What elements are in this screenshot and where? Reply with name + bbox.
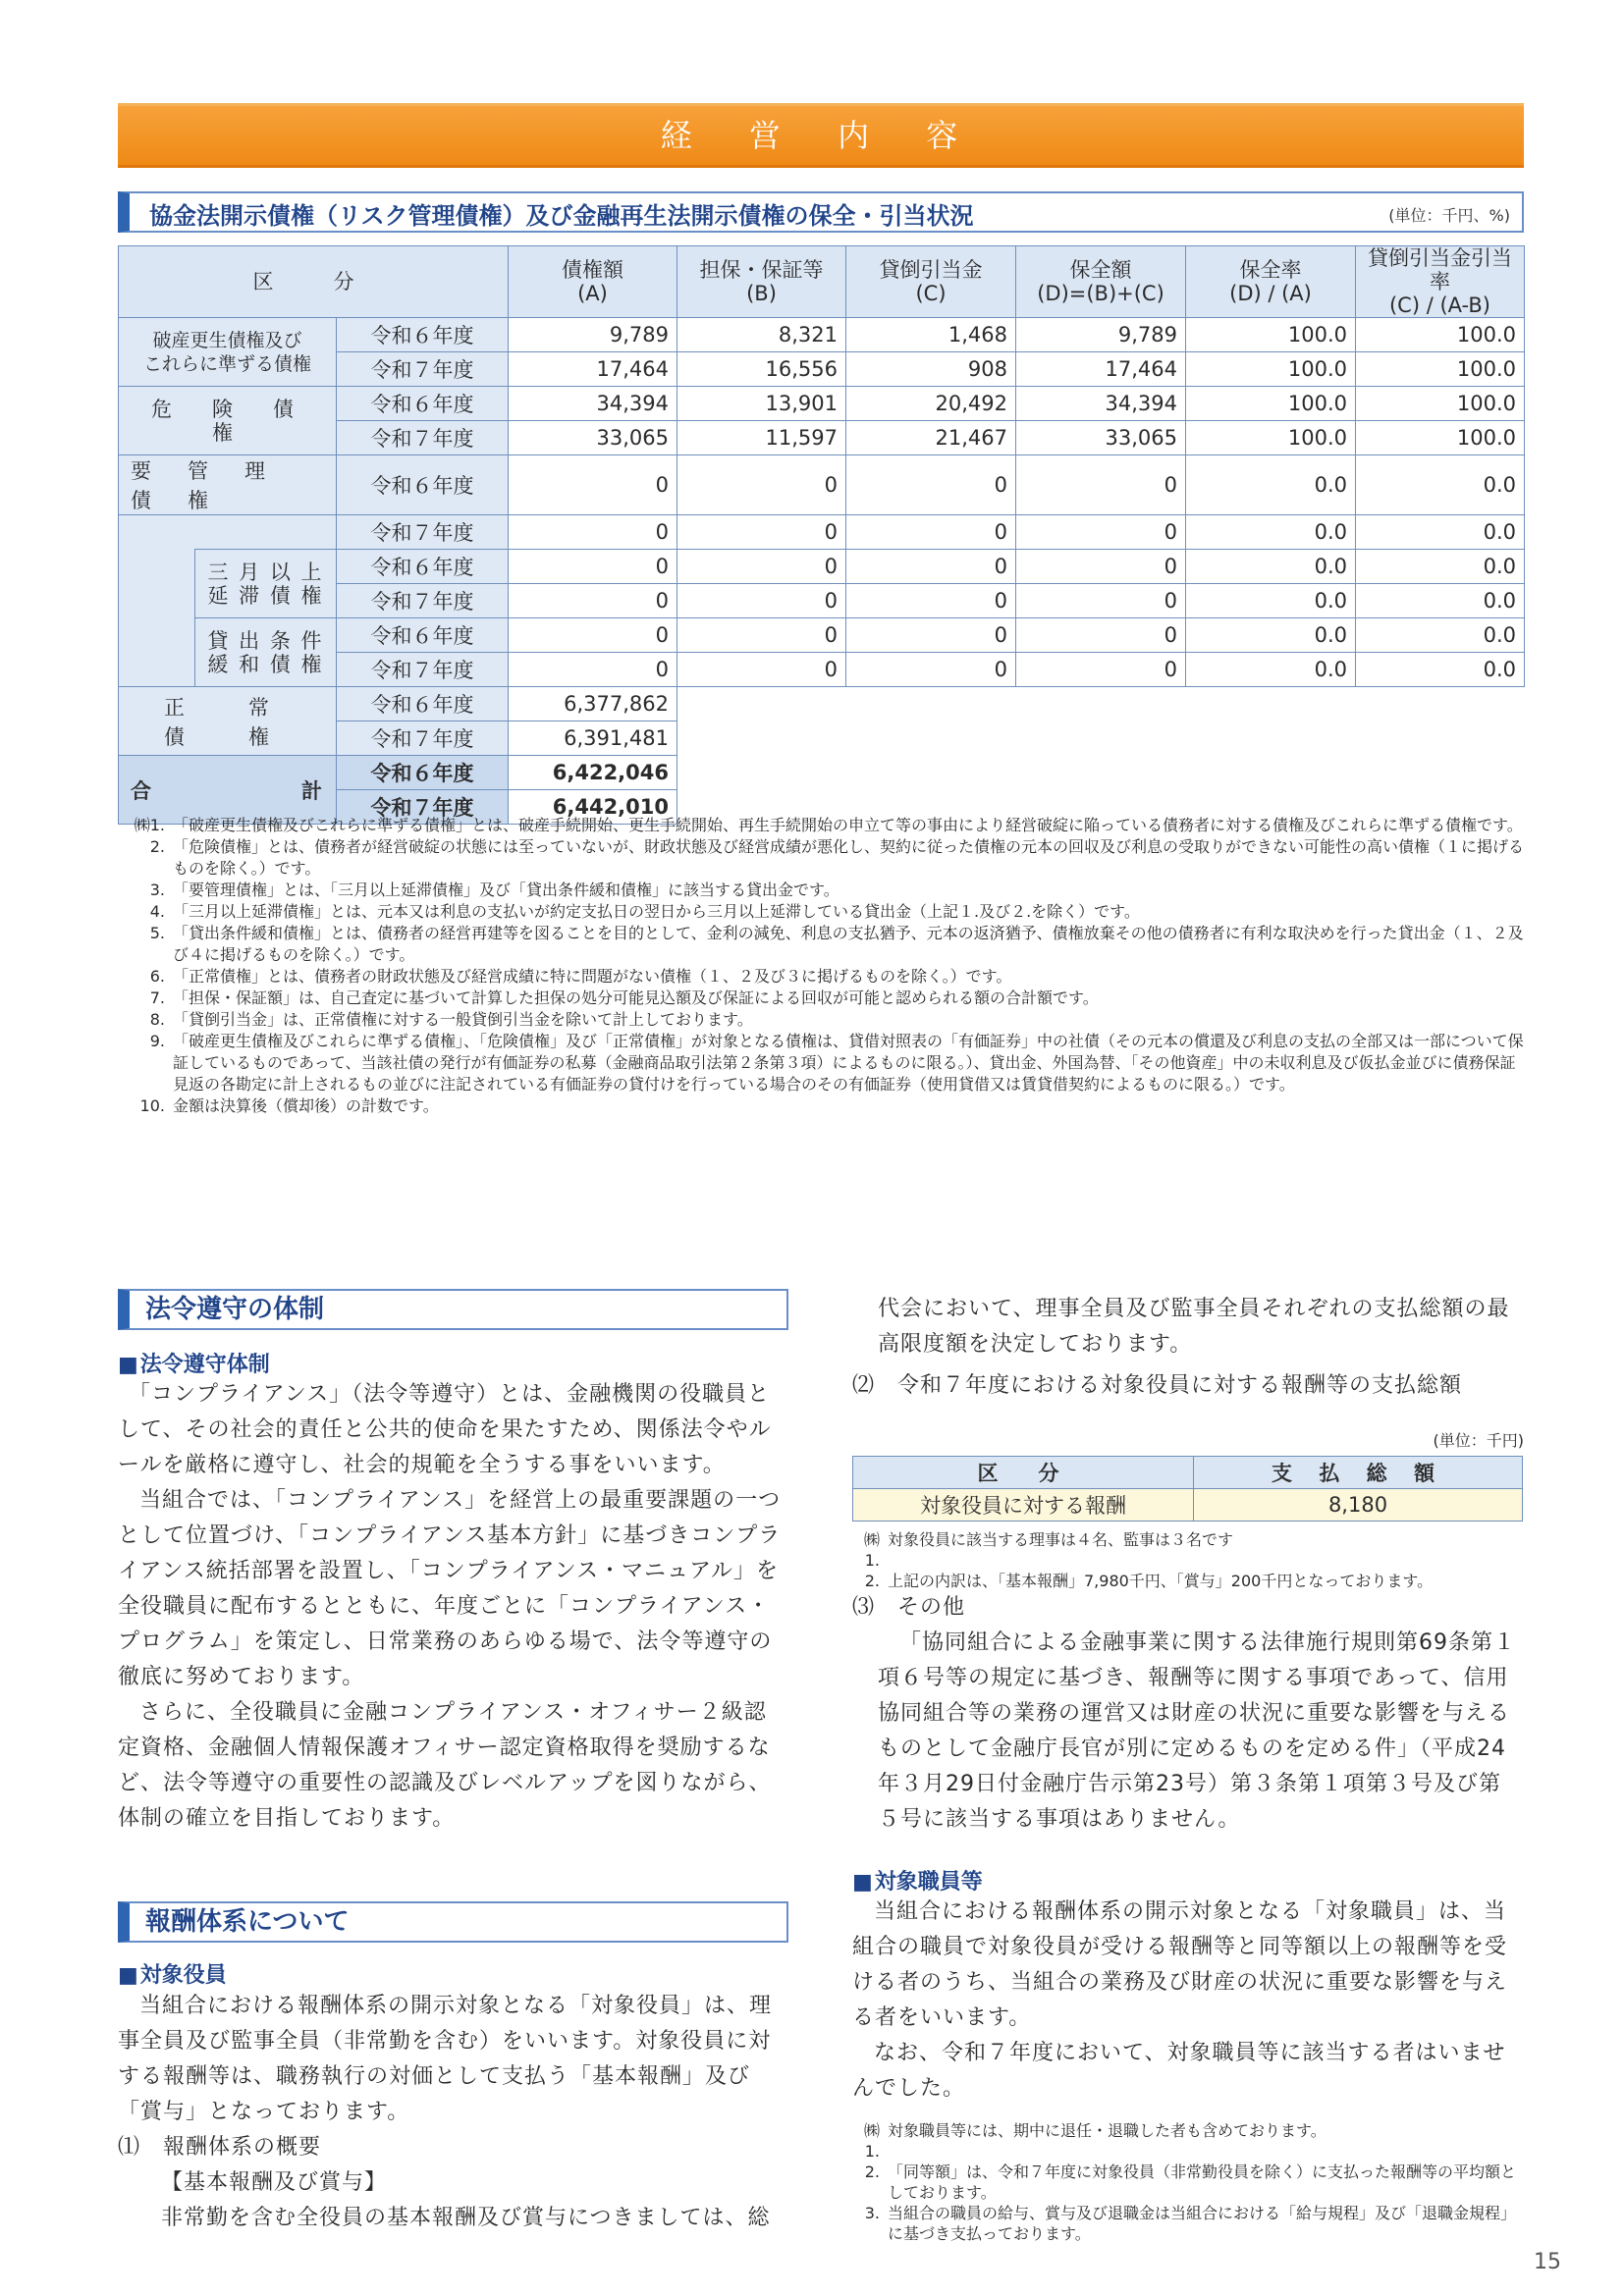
table-cell: 0 <box>509 550 677 584</box>
right-body-top <box>852 1292 1523 1404</box>
note-number: 8. <box>149 1010 165 1029</box>
pay-notes <box>852 1529 1523 1591</box>
header-cell <box>509 246 677 318</box>
header-text: 貸倒引当金 (C) <box>879 258 983 305</box>
staff-subheading: ■ 対象職員等 <box>852 1865 983 1896</box>
note-number: 4. <box>149 902 165 921</box>
note-number: 5. <box>149 924 165 942</box>
header-cell <box>1356 246 1525 318</box>
note-item <box>118 880 1524 901</box>
subcategory-cell: 貸 出 条 件 緩 和 債 権 <box>195 618 337 687</box>
table-row <box>119 515 1525 550</box>
note-number: 9. <box>149 1032 165 1050</box>
empty-cell <box>677 687 1525 721</box>
note-text: 「三月以上延滞債権」とは、元本又は利息の支払いが約定支払日の翌日から三月以上延滞している貸出金（上記１.及び２.を除く）です。 <box>173 902 1140 921</box>
note-item <box>118 966 1524 988</box>
note-number: 2. <box>864 2163 880 2181</box>
paragraph: 当組合では、「コンプライアンス」を経営上の最重要課題の一つとして位置づけ、「コンプライアンス基本方針」に基づきコンプライアンス統括部署を設置し、「コンプライアンス・マニュアル」を全役職員に配布するとともに、年度ごとに「コンプライアンス・プログラム」を策定し、日常業務のあらゆる場で、法令等遵守の徹底に努めております。 <box>118 1488 782 1689</box>
table-cell: 0.0 <box>1356 618 1525 653</box>
staff-body <box>852 1895 1523 2107</box>
table-cell: 9,789 <box>509 318 677 352</box>
unit-label: (単位：千円、%) <box>1388 206 1510 225</box>
section-title-text: 協金法開示債権（リスク管理債権）及び金融再生法開示債権の保全・引当状況 <box>149 202 974 230</box>
table-cell: 0.0 <box>1186 550 1356 584</box>
table-cell: 11,597 <box>677 421 846 455</box>
note-item <box>852 1529 1523 1571</box>
table-cell: 100.0 <box>1356 387 1525 421</box>
table-row <box>119 756 1525 790</box>
category-cell <box>119 618 195 687</box>
table-notes <box>118 815 1524 1117</box>
table-cell: 34,394 <box>509 387 677 421</box>
table-cell: 0 <box>1016 455 1186 515</box>
compliance-body <box>118 1377 788 1837</box>
note-text: 対象職員等には、期中に退任・退職した者も含めております。 <box>888 2121 1326 2140</box>
note-text: 「担保・保証額」は、自己査定に基づいて計算した担保の処分可能見込額及び保証による回収が可能と認められる額の合計額です。 <box>173 988 1099 1007</box>
table-cell: 0.0 <box>1186 618 1356 653</box>
note-text: 金額は決算後（償却後）の計数です。 <box>173 1096 439 1115</box>
note-item <box>118 923 1524 966</box>
pay-system-heading: 報酬体系について <box>118 1901 788 1943</box>
note-item <box>852 2203 1523 2244</box>
pay-unit-label: (単位：千円) <box>1433 1431 1524 1450</box>
note-item <box>118 1095 1524 1117</box>
note-number: 2. <box>149 837 165 856</box>
table-cell: 0.0 <box>1186 515 1356 550</box>
table-cell: 6,442,010 <box>509 790 677 825</box>
table-cell: 8,180 <box>1194 1489 1523 1522</box>
table-cell: 6,422,046 <box>509 756 677 790</box>
paragraph: 非常勤を含む全役員の基本報酬及び賞与につきましては、総 <box>161 2206 771 2230</box>
note-text: 「貸倒引当金」は、正常債権に対する一般貸倒引当金を除いて計上しております。 <box>173 1010 753 1029</box>
table-cell: 0 <box>846 653 1016 687</box>
total-label-cell <box>119 756 337 825</box>
subcategory-cell: 三 月 以 上 延 滞 債 権 <box>195 550 337 618</box>
header-text: 債権額 (A) <box>562 258 623 305</box>
table-cell: 0 <box>677 653 846 687</box>
claims-table <box>118 245 1525 825</box>
table-cell: 0.0 <box>1356 550 1525 584</box>
note-text: 対象役員に該当する理事は４名、監事は３名です <box>888 1530 1234 1549</box>
pay-table <box>852 1456 1523 1522</box>
paragraph: 当組合における報酬体系の開示対象となる「対象役員」は、理事全員及び監事全員（非常勤を含む）をいいます。対象役員に対する報酬等は、職務執行の対価として支払う「基本報酬」及び「賞与」となっております。 <box>118 1994 773 2124</box>
note-text: 「正常債権」とは、債務者の財政状態及び経営成績に特に問題がない債権（１、２及び３に掲げるものを除く。）です。 <box>173 967 1012 986</box>
table-cell: 支 払 総 額 <box>1194 1457 1523 1489</box>
category-cell <box>195 515 337 550</box>
category-cell: 破産更生債権及び これらに準ずる債権 <box>119 318 337 387</box>
table-cell: 0 <box>846 455 1016 515</box>
table-cell: 0.0 <box>1186 584 1356 618</box>
year-cell: 令和７年度 <box>337 721 509 756</box>
table-cell: 0 <box>846 584 1016 618</box>
table-cell: 100.0 <box>1186 387 1356 421</box>
header-cell <box>677 246 846 318</box>
year-cell: 令和６年度 <box>337 455 509 515</box>
year-cell: 令和６年度 <box>337 756 509 790</box>
table-cell: 100.0 <box>1356 352 1525 387</box>
table-cell: 0 <box>509 455 677 515</box>
table-cell: 0 <box>677 550 846 584</box>
year-cell: 令和７年度 <box>337 352 509 387</box>
table-cell: 0 <box>1016 653 1186 687</box>
table-cell: 0.0 <box>1186 455 1356 515</box>
year-cell: 令和６年度 <box>337 550 509 584</box>
note-number: ㈱1. <box>134 816 165 834</box>
table-cell: 0 <box>1016 515 1186 550</box>
table-cell: 0 <box>1016 550 1186 584</box>
list-item: 【基本報酬及び賞与】 <box>161 2170 388 2195</box>
paragraph: 代会において、理事全員及び監事全員それぞれの支払総額の最高限度額を決定しております。 <box>878 1297 1510 1357</box>
table-cell: 0 <box>677 515 846 550</box>
table-cell: 0 <box>509 584 677 618</box>
note-number: 3. <box>864 2204 880 2222</box>
header-cell <box>1186 246 1356 318</box>
table-cell: 9,789 <box>1016 318 1186 352</box>
header-text: 貸倒引当金引当率 (C) / (A-B) <box>1368 246 1512 317</box>
table-cell: 100.0 <box>1356 421 1525 455</box>
note-text: 「貸出条件緩和債権」とは、債務者の経営再建等を図ることを目的として、金利の減免、利息の支払猶予、元本の返済猶予、債権放棄その他の債務者に有利な取決めを行った貸出金（１、２及び４に掲げるものを除く。）です。 <box>173 924 1524 964</box>
compliance-heading: 法令遵守の体制 <box>118 1289 788 1330</box>
table-cell: 33,065 <box>509 421 677 455</box>
paragraph: 当組合における報酬体系の開示対象となる「対象職員」は、当組合の職員で対象役員が受ける報酬等と同等額以上の報酬等を受ける者のうち、当組合の業務及び財産の状況に重要な影響を与える者をいいます。 <box>852 1899 1508 2030</box>
table-cell: 100.0 <box>1186 421 1356 455</box>
table-cell: 100.0 <box>1356 318 1525 352</box>
table-cell: 21,467 <box>846 421 1016 455</box>
paragraph: さらに、全役職員に金融コンプライアンス・オフィサー２級認定資格、金融個人情報保護オフィサー認定資格取得を奨励するなど、法令等遵守の重要性の認識及びレベルアップを図りながら、体制の確立を目指しております。 <box>118 1700 772 1831</box>
header-cell: 区 分 <box>119 246 509 318</box>
note-item <box>118 836 1524 880</box>
table-cell: 6,377,862 <box>509 687 677 721</box>
header-text: 保全額 (D)=(B)+(C) <box>1037 258 1164 305</box>
table-cell: 20,492 <box>846 387 1016 421</box>
table-cell: 0 <box>846 618 1016 653</box>
table-cell: 0 <box>1016 584 1186 618</box>
table-cell: 13,901 <box>677 387 846 421</box>
note-number: 7. <box>149 988 165 1007</box>
list-item: ⑵ 令和７年度における対象役員に対する報酬等の支払総額 <box>852 1373 1463 1398</box>
table-cell: 0 <box>846 550 1016 584</box>
year-cell: 令和７年度 <box>337 653 509 687</box>
header-cell <box>1016 246 1186 318</box>
year-cell: 令和７年度 <box>337 790 509 825</box>
page-banner: 経 営 内 容 <box>118 103 1524 168</box>
table-cell: 8,321 <box>677 318 846 352</box>
note-number: ㈱1. <box>863 2121 880 2161</box>
category-cell <box>119 550 195 618</box>
paragraph: 「コンプライアンス」（法令等遵守）とは、金融機関の役職員として、その社会的責任と公共的使命を果たすため、関係法令やルールを厳格に遵守し、社会的規範を全うする事をいいます。 <box>118 1382 772 1477</box>
category-cell: 危 険 債 権 <box>119 387 337 455</box>
note-text: 「同等額」は、令和７年度に対象役員（非常勤役員を除く）に支払った報酬等の平均額としております。 <box>888 2163 1517 2202</box>
note-number: 3. <box>149 881 165 899</box>
table-cell: 0 <box>509 515 677 550</box>
table-row <box>853 1489 1523 1522</box>
category-cell: 要 管 理 債 権 <box>119 455 337 515</box>
note-item <box>852 2120 1523 2162</box>
compliance-subheading: ■ 法令遵守体制 <box>118 1348 270 1378</box>
table-header-row <box>119 246 1525 318</box>
table-row <box>119 318 1525 352</box>
empty-cell <box>677 721 1525 756</box>
staff-notes <box>852 2120 1523 2244</box>
table-cell: 33,065 <box>1016 421 1186 455</box>
category-cell <box>119 515 195 550</box>
note-item <box>118 901 1524 923</box>
table-row <box>119 455 1525 515</box>
table-row <box>119 687 1525 721</box>
table-cell: 0.0 <box>1356 584 1525 618</box>
category-cell: 正 常 債 権 <box>119 687 337 756</box>
officers-body <box>118 1989 788 2236</box>
note-item <box>118 1009 1524 1031</box>
table-cell: 1,468 <box>846 318 1016 352</box>
table-cell: 0 <box>509 653 677 687</box>
empty-cell <box>677 756 1525 790</box>
table-cell: 908 <box>846 352 1016 387</box>
table-cell: 100.0 <box>1186 352 1356 387</box>
table-row <box>119 618 1525 653</box>
note-item <box>852 1571 1523 1591</box>
table-row <box>853 1457 1523 1489</box>
table-cell: 区 分 <box>853 1457 1194 1489</box>
list-item: ⑴ 報酬体系の概要 <box>118 2135 322 2160</box>
note-text: 「要管理債権」とは、「三月以上延滞債権」及び「貸出条件緩和債権」に該当する貸出金です。 <box>173 881 839 899</box>
other-body <box>852 1590 1523 1838</box>
header-cell <box>846 246 1016 318</box>
table-cell: 0 <box>509 618 677 653</box>
note-number: ㈱1. <box>863 1530 880 1570</box>
table-cell: 100.0 <box>1186 318 1356 352</box>
total-label: 計 <box>301 778 324 803</box>
note-text: 上記の内訳は、「基本報酬」7,980千円、「賞与」200千円となっております。 <box>888 1572 1434 1590</box>
header-text: 保全率 (D) / (A) <box>1229 258 1312 305</box>
page-number: 15 <box>1534 2250 1561 2274</box>
officers-subheading: ■ 対象役員 <box>118 1958 227 1989</box>
note-number: 10. <box>139 1096 165 1115</box>
note-text: 「破産更生債権及びこれらに準ずる債権」、「危険債権」及び「正常債権」が対象となる債権は、貸借対照表の「有価証券」中の社債（その元本の償還及び利息の支払の全部又は一部について保証しているものであって、当該社債の発行が有価証券の私募（金融商品取引法第２条第３項）によるものに限る。）、貸出金、外国為替、「その他資産」中の未収利息及び仮払金並びに債務保証見返の各勘定に計上されるもの並びに注記されている有価証券の貸付けを行っている場合のその有価証券（使用貸借又は賃貸借契約によるものに限る。）です。 <box>173 1032 1524 1094</box>
table-cell: 17,464 <box>509 352 677 387</box>
note-number: 2. <box>864 1572 880 1590</box>
header-text: 担保・保証等 (B) <box>699 258 824 305</box>
year-cell: 令和７年度 <box>337 515 509 550</box>
note-item <box>118 988 1524 1009</box>
year-cell: 令和６年度 <box>337 618 509 653</box>
note-text: 「危険債権」とは、債務者が経営破綻の状態には至っていないが、財政状態及び経営成績が悪化し、契約に従った債権の元本の回収及び利息の受取りができない可能性の高い債権（１に掲げるものを除く。）です。 <box>173 837 1525 878</box>
note-text: 当組合の職員の給与、賞与及び退職金は当組合における「給与規程」及び「退職金規程」に基づき支払っております。 <box>888 2204 1517 2243</box>
paragraph: なお、令和７年度において、対象職員等に該当する者はいませんでした。 <box>852 2041 1506 2101</box>
section-title <box>118 191 1524 233</box>
note-item <box>118 1031 1524 1095</box>
year-cell: 令和６年度 <box>337 387 509 421</box>
table-cell: 17,464 <box>1016 352 1186 387</box>
table-cell: 対象役員に対する報酬 <box>853 1489 1194 1522</box>
note-item <box>118 815 1524 836</box>
table-row <box>119 550 1525 584</box>
table-cell: 0.0 <box>1356 653 1525 687</box>
total-label: 合 <box>131 778 153 803</box>
year-cell: 令和７年度 <box>337 421 509 455</box>
paragraph: 「協同組合による金融事業に関する法律施行規則第69条第１項６号等の規定に基づき、報酬等に関する事項であって、信用協同組合等の業務の運営又は財産の状況に重要な影響を与えるものとして金融庁長官が別に定めるものを定める件」（平成24年３月29日付金融庁告示第23号）第３条第１項第３号及び第５号に該当する事項はありません。 <box>878 1630 1516 1832</box>
table-cell: 0 <box>677 618 846 653</box>
table-cell: 0 <box>1016 618 1186 653</box>
table-cell: 0 <box>846 515 1016 550</box>
year-cell: 令和７年度 <box>337 584 509 618</box>
table-cell: 0.0 <box>1186 653 1356 687</box>
list-item: ⑶ その他 <box>852 1595 966 1620</box>
table-row <box>119 387 1525 421</box>
table-cell: 0 <box>677 455 846 515</box>
table-cell: 6,391,481 <box>509 721 677 756</box>
table-cell: 34,394 <box>1016 387 1186 421</box>
table-cell: 0.0 <box>1356 455 1525 515</box>
year-cell: 令和６年度 <box>337 687 509 721</box>
year-cell: 令和６年度 <box>337 318 509 352</box>
note-item <box>852 2162 1523 2203</box>
note-number: 6. <box>149 967 165 986</box>
table-cell: 0.0 <box>1356 515 1525 550</box>
table-cell: 0 <box>677 584 846 618</box>
table-cell: 16,556 <box>677 352 846 387</box>
note-text: 「破産更生債権及びこれらに準ずる債権」とは、破産手続開始、更生手続開始、再生手続開始の申立て等の事由により経営破綻に陥っている債務者に対する債権及びこれらに準ずる債権です。 <box>173 816 1523 834</box>
